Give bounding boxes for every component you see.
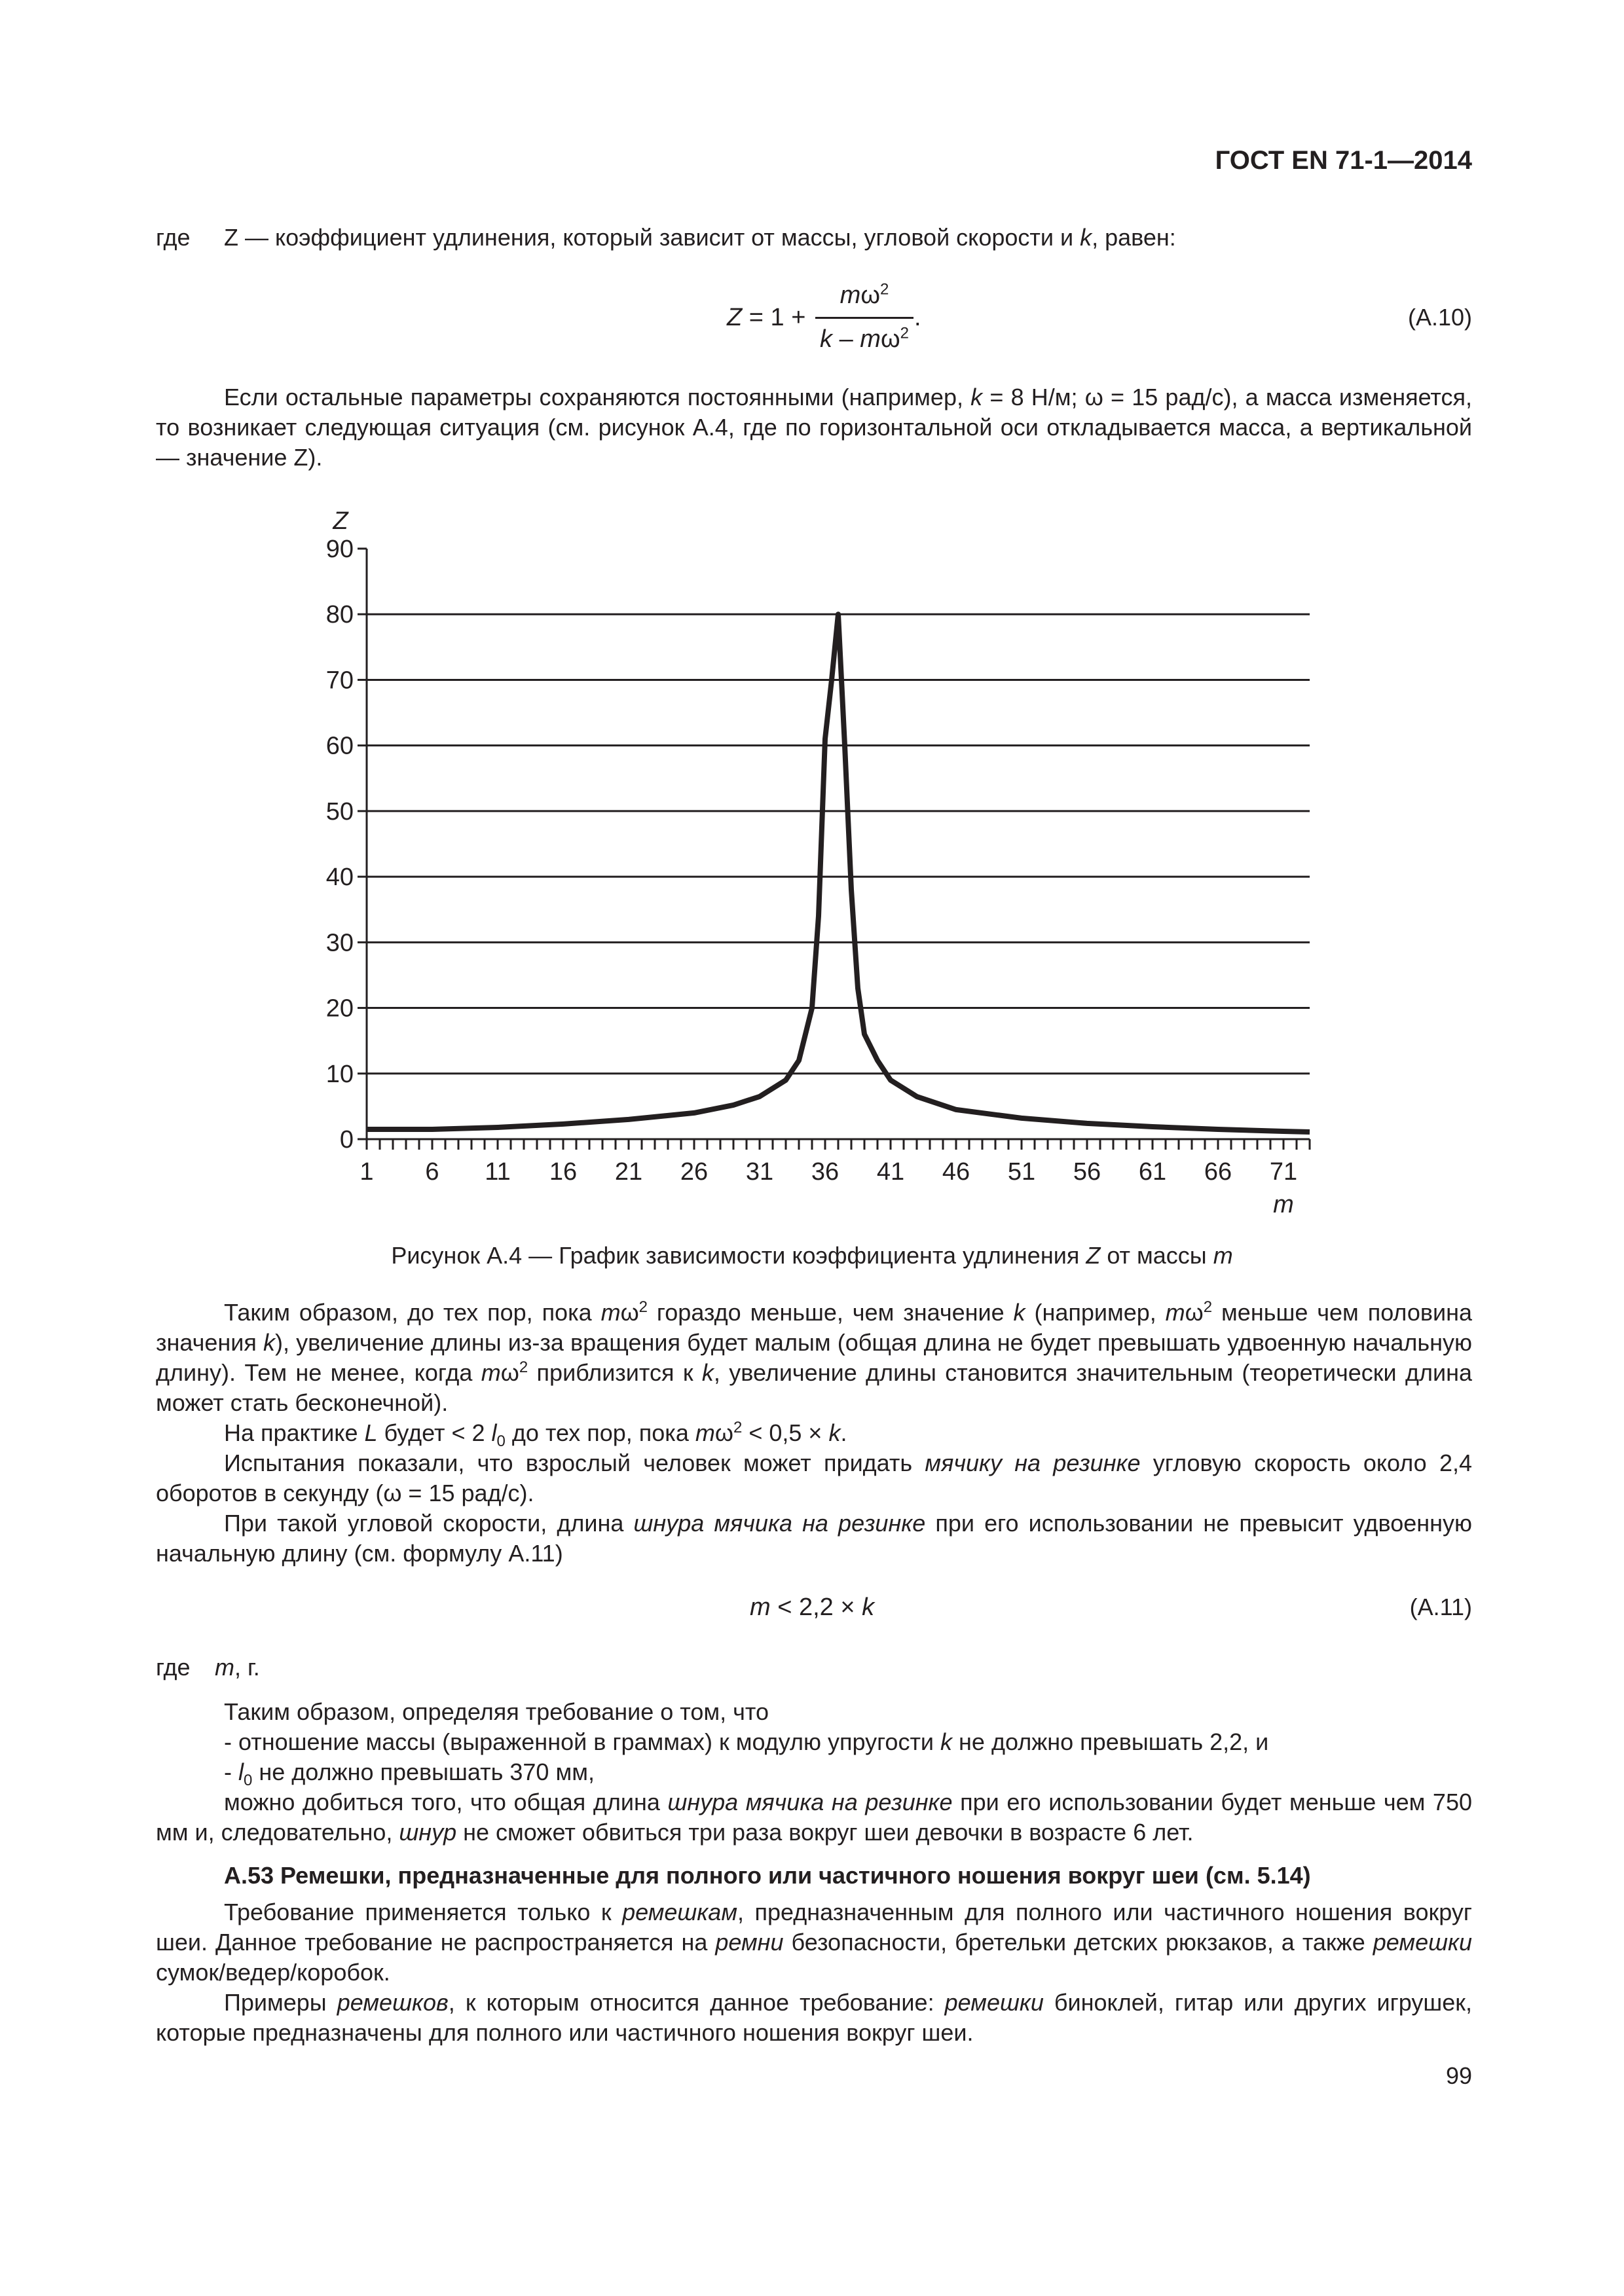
equation-number-a11: (A.11) xyxy=(1409,1594,1472,1620)
chart-x-tick-label: 56 xyxy=(1073,1158,1101,1186)
chart-x-tick-label: 46 xyxy=(942,1158,970,1186)
variable-definition: m, г. xyxy=(215,1654,260,1681)
figure-caption: Рисунок А.4 — График зависимости коэффициента удлинения Z от массы m xyxy=(391,1242,1233,1269)
paragraph: Требование применяется только к ремешкам, предназначенным для полного или частичного ношения вокруг шеи. Данное требование не распространяется на ремни безопасности, бретельки детских рюкзаков, а также ремешки сумок/ведер/коробок. xyxy=(156,1899,1473,1986)
chart-x-tick-label: 6 xyxy=(425,1158,439,1186)
formula-denominator: k – $m\omega^2$ xyxy=(820,324,909,353)
list-item: - отношение массы (выраженной в граммах) к модулю упругости k не должно превышать 2,2, и xyxy=(224,1728,1269,1755)
chart-y-tick-label: 70 xyxy=(325,666,354,695)
chart-x-tick-label: 51 xyxy=(1007,1158,1036,1186)
chart-series-line xyxy=(367,614,1310,1132)
paragraph: Таким образом, определяя требование о том, что xyxy=(224,1698,769,1725)
paragraph: При такой угловой скорости, длина шнура мячика на резинке при его использовании не превысит удвоенную начальную длину (см. формулу А.11) xyxy=(156,1510,1472,1567)
where-label: где xyxy=(156,1654,191,1681)
paragraph: можно добиться того, что общая длина шнура мячика на резинке при его использовании будет меньше чем 750 мм и, следовательно, шнур не сможет обвиться три раза вокруг шеи девочки в возрасте 6 лет. xyxy=(156,1789,1472,1846)
chart-y-tick-label: 0 xyxy=(339,1126,354,1154)
paragraph: Испытания показали, что взрослый человек может придать мячику на резинке угловую скорость около 2,4 оборотов в секунду (ω = 15 рад/с). xyxy=(156,1449,1472,1506)
chart-y-tick-label: 10 xyxy=(325,1060,354,1088)
formula-a11: m < 2,2 × k xyxy=(750,1594,875,1621)
paragraph: Если остальные параметры сохраняются постоянными (например, k = 8 Н/м; ω = 15 рад/с), а масса изменяется, то возникает следующая ситуация (см. рисунок А.4, где по горизонтальной оси откладывается масса, а вертикальной — значение Z). xyxy=(156,384,1473,471)
equation-number-a10: (A.10) xyxy=(1407,304,1472,331)
chart-x-tick-label: 36 xyxy=(811,1158,840,1186)
chart-x-tick-label: 31 xyxy=(745,1158,774,1186)
chart-y-tick-label: 50 xyxy=(325,797,354,826)
chart-x-tick-label: 61 xyxy=(1138,1158,1167,1186)
chart-x-tick-label: 11 xyxy=(485,1158,511,1186)
chart-x-tick-label: 71 xyxy=(1269,1158,1298,1186)
chart-y-tick-label: 60 xyxy=(325,732,354,760)
section-heading: А.53 Ремешки, предназначенные для полного или частичного ношения вокруг шеи (см. 5.14) xyxy=(224,1862,1311,1889)
chart-x-axis-label: m xyxy=(1273,1191,1294,1218)
chart-y-ticks xyxy=(326,536,367,1154)
chart-x-tick-label: 1 xyxy=(360,1158,374,1186)
page-number: 99 xyxy=(1445,2062,1472,2089)
where-label: где xyxy=(156,224,191,251)
chart-x-ticks xyxy=(360,1139,1310,1186)
chart-y-tick-label: 20 xyxy=(325,994,354,1023)
chart-y-tick-label: 30 xyxy=(325,929,354,957)
paragraph: Примеры ремешков, к которым относится данное требование: ремешки биноклей, гитар или других игрушек, которые предназначены для полного или частичного ношения вокруг шеи. xyxy=(156,1989,1472,2046)
chart-y-axis-label: Z xyxy=(333,507,348,535)
chart-x-tick-label: 26 xyxy=(680,1158,709,1186)
chart-y-tick-label: 90 xyxy=(325,536,354,563)
chart-x-tick-label: 41 xyxy=(876,1158,905,1186)
paragraph: Таким образом, до тех пор, пока $m\omega^2$ гораздо меньше, чем значение k (например, $m\omega^2$ меньше чем половина значения k), увеличение длины из-за вращения будет малым (общая длина не будет превышать удвоенную начальную длину). Тем не менее, когда $m\omega^2$ приблизится к k, увеличение длины становится значительным (теоретически длина может стать бесконечной). xyxy=(156,1298,1472,1416)
document-id: ГОСТ EN 71-1—2014 xyxy=(1215,146,1472,175)
chart-x-tick-label: 21 xyxy=(614,1158,643,1186)
chart-y-tick-label: 80 xyxy=(325,601,354,629)
chart-y-tick-label: 40 xyxy=(325,864,354,892)
chart-gridlines xyxy=(367,614,1310,1074)
formula-numerator: $m\omega^2$ xyxy=(840,280,889,309)
formula-lhs: Z = 1 + xyxy=(727,304,806,331)
chart-x-tick-label: 66 xyxy=(1204,1158,1232,1186)
formula-dot: . xyxy=(914,304,921,331)
chart-x-tick-label: 16 xyxy=(549,1158,578,1186)
list-item: - $l_0$ не должно превышать 370 мм, xyxy=(224,1758,595,1790)
z-definition: Z — коэффициент удлинения, который зависит от массы, угловой скорости и k, равен: xyxy=(224,224,1176,251)
paragraph: На практике L будет < 2 $l_0$ до тех пор, пока $m\omega^2 < 0,5 \times k$. xyxy=(224,1419,847,1451)
